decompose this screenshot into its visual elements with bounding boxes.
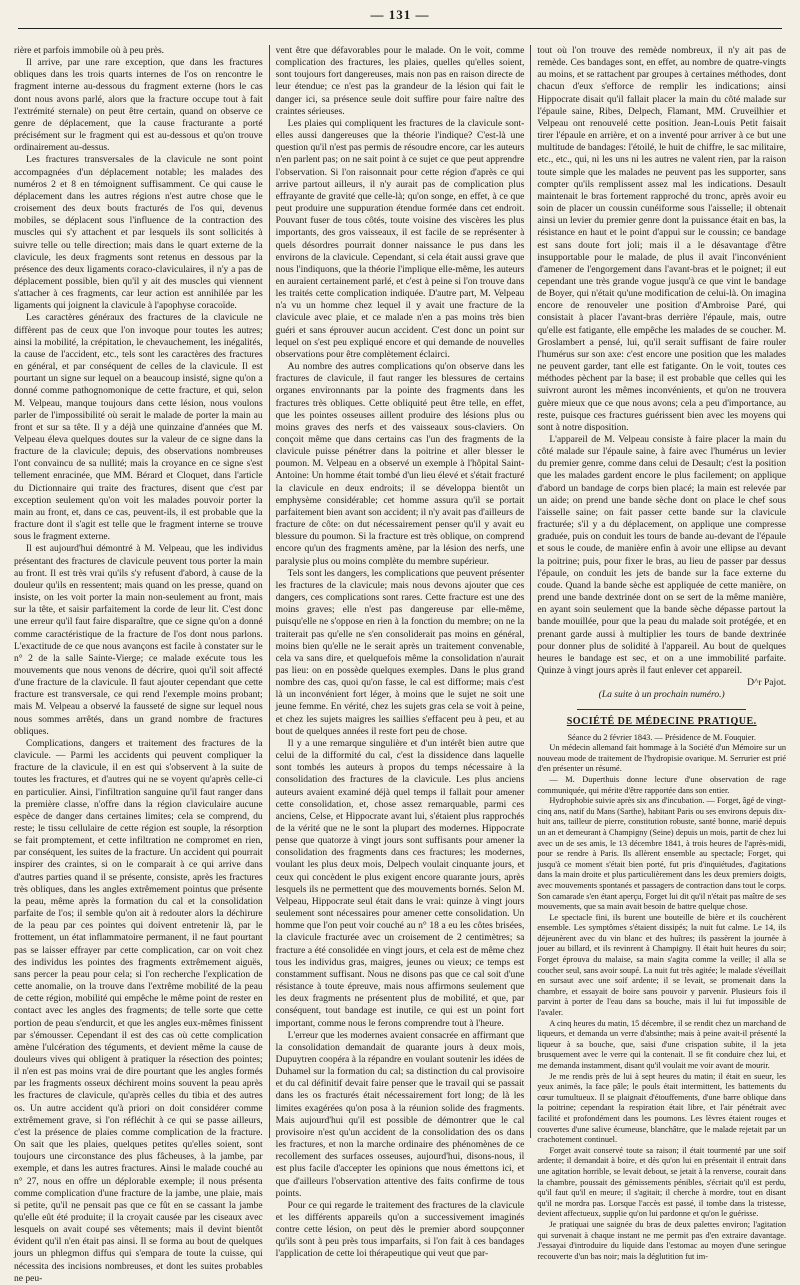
paragraph: Le spectacle fini, ils burent une bouteille de bière et ils couchèrent ensemble. Les symptômes s'étaient dissipés; la nuit fut calme. Le 14, ils déjeunèrent avec du vin blanc et des huîtres; ils passèrent la journée à jouer au billard, et ils revinrent à Champigny. Il était huit heures du soir; Forget éprouva du malaise, sa main s'agita comme la veille; il alla se coucher seul, sans avoir soupé. La nuit fut très agitée; le malade s'éveillait en sursaut avec une soif ardente; il se levait, se promenait dans la chambre, et essayait de boire sans pouvoir y parvenir. Plusieurs fois il parvint à porter de l'eau dans sa bouche, mais il lui fut impossible de l'avaler.: [537, 912, 787, 1018]
paragraph: Il est aujourd'hui démontré à M. Velpeau, que les individus présentant des fractures de clavicule peuvent tous porter la main au front. Il est très vrai qu'ils s'y refusent d'abord, à cause de la douleur qu'ils en ressentent; mais quand on les presse, quand on insiste, on les voit porter la main non-seulement au front, mais sur la tête, et saisir parfaitement la corde de leur lit. C'est donc une erreur qu'il faut faire disparaître, que ce signe qu'on a donné comme caractéristique de la fracture de l'os dont nous parlons. L'exactitude de ce que nous avançons est facile à constater sur le n° 2 de la salle Sainte-Vierge; ce malade exécute tous les mouvements que nous venons de décrire, quoi qu'il soit affecté d'une fracture de la clavicule. Il faut ajouter cependant que cette fracture est transversale, ce qui rend l'exemple moins probant; mais M. Velpeau a observé la fausseté de signe sur lequel nous nous sommes arrêtés, dans un grand nombre de fractures obliques.: [14, 543, 263, 737]
paragraph: Les caractères généraux des fractures de la clavicule ne diffèrent pas de ceux que l'on invoque pour toutes les autres; ainsi la mobilité, la crépitation, le chevauchement, les inégalités, la cause de l'accident, etc., tels sont les caractères des fractures en général, et par conséquent de celles de la clavicule. Il est pourtant un signe sur lequel on a beaucoup insisté, signe qu'on a donné comme pathognomonique de cette fracture, et qui, selon M. Velpeau, manque toujours dans cette lésion, nous voulons parler de l'impossibilité où serait le malade de porter la main au front et sur sa tête. Il y a déjà une quinzaine d'années que M. Velpeau éleva quelques doutes sur la valeur de ce signe dans la fracture de la clavicule; depuis, des observations nombreuses l'ont convaincu de sa nullité; mais la croyance en ce signe s'est tellement enracinée, que MM. Bérard et Cloquet, dans l'article du Dictionnaire qui traite des fractures, disent que c'est par exception seulement qu'on voit les malades pouvoir porter la main au front, et, dans ce cas, peuvent-ils, il est probable que la fracture dont il s'agit est telle que le fragment interne se trouve sous le fragment externe.: [14, 312, 263, 543]
paragraph: Les fractures transversales de la clavicule ne sont point accompagnées d'un déplacement notable; les malades des numéros 2 et 8 en témoignent suffisamment. Ce qui cause le déplacement dans les autres régions n'est autre chose que le croisement des deux bouts fracturés de l'os qui, devenus mobiles, se déplacent sous l'influence de la contraction des muscles qui s'y attachent et par lesquels ils sont sollicités à suivre telle ou telle direction; mais dans le quart externe de la clavicule, les deux fragments sont retenus en dessous par la présence des deux ligaments coraco-claviculaires, il n'y a pas de déplacement possible, bien qu'il y ait des muscles qui viennent s'attacher à ces fragments, car leur action est annihilée par les ligaments qui joignent la clavicule à l'apophyse coracoïde.: [14, 154, 263, 312]
paragraph: L'erreur que les modernes avaient consacrée en affirmant que la consolidation demandait de quarante jours à deux mois, Dupuytren coopéra à la répandre en voulant soutenir les idées de Duhamel sur la formation du cal; sa distinction du cal provisoire et du cal définitif devait faire penser que le travail qui se passait dans les os fracturés était nécessairement fort long; de là les limites exagérées qu'on posa à la réunion solide des fragments. Mais aujourd'hui qu'il est possible de démontrer que le cal provisoire n'est qu'un accident de la consolidation des os dans les fractures, et non la marche ordinaire des phénomènes de ce recollement des surfaces osseuses, aujourd'hui, disons-nous, il est plus facile d'accepter les opinions que nous émettons ici, et que d'ailleurs l'observation attentive des faits confirme de tous points.: [275, 1029, 525, 1199]
paragraph: vent être que défavorables pour le malade. On le voit, comme complication des fractures, les plaies, quelles qu'elles soient, sont toujours fort dangereuses, mais non pas en raison directe de leur étendue; ce n'est pas la grandeur de la lésion qui fait le danger ici, sa présence seule doit suffire pour faire naître des craintes sérieuses.: [275, 45, 525, 117]
continuation-note: (La suite à un prochain numéro.): [598, 689, 725, 701]
paragraph: Au nombre des autres complications qu'on observe dans les fractures de clavicule, il faut ranger les blessures de certains organes environnants par la pointe des fragments dans les fractures très obliques. Cette obliquité peut être telle, en effet, que les pointes osseuses aillent produire des lésions plus ou moins graves des nerfs et des vaisseaux sous-claviers. On conçoit même que dans certains cas l'un des fragments de la clavicule puisse pénétrer dans la poitrine et aller blesser le poumon. M. Velpeau en a observé un exemple à l'hôpital Saint-Antoine: Un homme était tombé d'un lieu élevé et s'était fracturé la clavicule en deux endroits; il se développa bientôt un emphysème considérable; cet homme assura qu'il se portait parfaitement bien avant son accident; il n'y avait pas d'ailleurs de fracture de côte: on dut nécessairement penser qu'il y avait eu blessure du poumon. Si la fracture est très oblique, on comprend encore qu'un des fragments amène, par la lésion des nerfs, une paralysie plus ou moins complète du membre supérieur.: [275, 361, 525, 567]
paragraph: Complications, dangers et traitement des fractures de la clavicule. — Parmi les accidents qui peuvent compliquer la fracture de la clavicule, il en est qui s'observent à la suite de toutes les fractures, et d'autres qui ne se voyent qu'après celle-ci en particulier. Ainsi, l'infiltration sanguine qu'il faut ranger dans la première classe, n'offre dans la région claviculaire aucune espèce de danger dans certaines limites; cela se comprend, du reste; le tissu cellulaire de cette région est souple, la résorption se fait promptement, et cette infiltration ne compromet en rien, par conséquent, les suites de la fracture. Un accident qui pourrait inspirer des craintes, si on le comparait à ce qui arrive dans d'autres parties quand il se présente, consiste, après les fractures très obliques, dans les angles extrêmement pointus que présente la peau, même après la formation du cal et la consolidation parfaite de l'os; il semble qu'on ait à redouter alors la déchirure de la peau par ces pointes qui doivent entretenir là, par le frottement, un état inflammatoire permanent, il ne faut pourtant pas se laisser effrayer par cette complication, car on voit chez des individus les pointes des fragments extrêmement aiguës, sans percer la peau pour cela; si l'on recherche l'explication de cette anomalie, on la trouve dans l'extrême mobilité de la peau de cette région, mobilité qui empêche le même point de rester en contact avec les angles des fragments; de telle sorte que cette portion de peau s'endurcit, et que les angles eux-mêmes finissent par s'émousser. Cependant il est des cas où cette complication amène l'ulcération des téguments, et devient même la cause de douleurs vives qui obligent à pratiquer la résection des pointes; il n'en est pas moins vrai de dire pourtant que les angles formés par les fragments osseux déchirent moins souvent la peau après les fractures de clavicule, qu'après celles du tibia et des autres os. Un autre accident qu'à priori on doit considérer comme extrêmement grave, si l'on réfléchit à ce qui se passe ailleurs, c'est la présence de plaies comme complication de la fracture. On sait que les plaies, quelques petites qu'elles soient, sont toujours une circonstance des plus fâcheuses, à la jambe, par exemple, et dans les autres fractures. Ainsi le malade couché au n° 27, nous en offre un déplorable exemple; il nous présenta comme complication d'une fracture de la jambe, une plaie, mais si petite, qu'il ne pensait pas que ce fût en se cassant la jambe qu'elle eût été produite; il la croyait causée par les ciseaux avec lesquels on avait coupé ses vêtements; mais il devint bientôt évident qu'il n'en était pas ainsi. Il se forma au bout de quelques jours un phlegmon diffus qui s'empara de toute la cuisse, qui nécessita des incisions nombreuses, et dont les suites probables ne peu-: [14, 737, 263, 1284]
paragraph: — M. Duperthuis donne lecture d'une observation de rage communiquée, qui mérite d'être rapportée dans son entier.: [537, 774, 787, 795]
paragraph: Les plaies qui compliquent les fractures de la clavicule sont-elles aussi dangereuses que la théorie l'indique? C'est-là une question qu'il n'est pas permis de résoudre encore, car les auteurs n'en parlent pas; on ne sait point à ce sujet ce que peut apprendre l'observation. Si l'on raisonnait pour cette région d'après ce qui arrive partout ailleurs, il n'y aurait pas de complication plus effrayante de gravité que celle-là; qu'on songe, en effet, à ce que peut produire une suppuration étendue formée dans cet endroit. Pouvant fuser de tous côtés, toute voisine des viscères les plus importants, des gros vaisseaux, il est facile de se représenter à quels désordres pourrait donner naissance le pus dans les environs de la clavicule. Cependant, si cela était aussi grave que nous l'indiquons, que la théorie l'implique elle-même, les auteurs en auraient certainement parlé, et c'est à peine si l'on trouve dans les traités cette complication indiquée. D'autre part, M. Velpeau n'a vu un homme chez lequel il y avait une fracture de la clavicule avec plaie, et ce malade n'en a pas moins très bien guéri et sans éprouver aucun accident. C'est donc un point sur lequel on s'est peu expliqué encore et qui demande de nouvelles observations pour être complètement éclairci.: [275, 117, 525, 360]
paragraph: tout où l'on trouve des remède nombreux, il n'y ait pas de remède. Ces bandages sont, en effet, au nombre de quatre-vingts au moins, et se rattachent par groupes à certaines méthodes, dont chacun d'eux s'efforce de remplir les indications; ainsi Hippocrate disait qu'il fallait placer la main du côté malade sur l'épaule saine, Ribes, Delpech, Flamant, MM. Cruveilhier et Velpeau ont renouvelé cette position. Jean-Louis Petit faisait tirer l'épaule en arrière, et on a inventé pour arriver à ce but une multitude de bandages: l'étoilé, le huit de chiffre, le sac militaire, etc., etc., qui, ni les uns ni les autres ne valent rien, par la raison toute simple que les malades ne peuvent pas les supporter, sans compter qu'ils remplissent assez mal les indications. Desault maintenait le bras fortement rapproché du tronc, après avoir eu soin de placer un coussin cunéiforme sous l'aisselle; il obtenait ainsi un levier du premier genre dont la puissance était en bas, la résistance en haut et le point d'appui sur le coussin; ce bandage est sans doute fort joli; mais il a le désavantage d'être insupportable pour le malade, de plus il avait l'inconvénient d'amener de l'engorgement dans l'avant-bras et le poignet; il eut cependant une très grande vogue jusqu'à ce que vint le bandage de Boyer, qui n'était qu'une modification de celui-là. On imagina encore de renouveler une position d'Ambroise Paré, qui consistait à placer l'avant-bras derrière l'épaule, mais, outre qu'elle est fatigante, elle empêche les malades de se coucher. M. Groslambert a pensé, lui, qu'il serait suffisant de faire rouler l'humérus sur son axe: c'est encore une position que les malades ne peuvent garder, tant elle est fatigante. On le voit, toutes ces méthodes pèchent par la base; il est probable que celles qui les suivront auront les mêmes inconvénients, et qu'on ne trouvera guère mieux que ce que nous avons; cela a peu d'importance, au reste, puisque ces fractures guérissent bien avec les moyens qui sont à notre disposition.: [537, 45, 787, 433]
paragraph: Il arrive, par une rare exception, que dans les fractures obliques dans les trois quarts internes de l'os on rencontre le fragment interne au-dessous du fragment externe (hors le cas dont nous avons parlé, alors que la fracture occupe tout à fait l'extrémité sternale) on peut être certain, quand on observe ce genre de déplacement, que la cause fracturante a porté précisément sur le fragment qui est au-dessous et qu'on trouve ordinairement au-dessus.: [14, 57, 263, 154]
paragraph: Il y a une remarque singulière et d'un intérêt bien autre que celui de la difformité du cal, c'est la dissidence dans laquelle sont tombés les auteurs à propos du temps nécessaire à la consolidation des fractures de la clavicule. Les plus anciens auteurs avaient examiné déjà quel temps il fallait pour amener cette consolidation, et, chose assez remarquable, parmi ces anciens, Celse, et Hippocrate avant lui, s'étaient plus rapprochés de la vérité que ne le sont la plupart des modernes. Hippocrate pense que quatorze à vingt jours sont suffisants pour amener la consolidation des fragments dans ces fractures; les modernes, voulant les plus deux mois, Delpech voulait cinquante jours, et ceux qui concèdent le plus exigent encore quarante jours, après lesquels ils ne permettent que des mouvements bornés. Selon M. Velpeau, Hippocrate seul était dans le vrai: quinze à vingt jours seulement sont nécessaires pour amener cette consolidation. Un homme que l'on peut voir couché au n° 18 a eu les côtes brisées, la clavicule fracturée avec un croisement de 2 centimètres; sa fracture a été consolidée en vingt jours, et cela est de même chez tous les individus gras, maigres, jeunes ou vieux; ce temps est constamment suffisant. Nous ne disons pas que ce cal soit d'une résistance à toute épreuve, mais nous affirmons seulement que les deux fragments ne présentent plus de mobilité, et que, par conséquent, tout bandage est inutile, ce qui est un point fort important, comme nous le ferons comprendre tout à l'heure.: [275, 737, 525, 1029]
page-header: [10, 0, 790, 42]
column-3: [530, 45, 792, 1261]
column-2: [269, 45, 531, 1260]
page-number: — 131 —: [370, 7, 430, 22]
paragraph: rière et parfois immobile où à peu près.: [14, 45, 165, 56]
paragraph: Tels sont les dangers, les complications que peuvent présenter les fractures de la clavicule; mais nous devons ajouter que ces dangers, ces complications sont rares. Cette fracture est une des moins graves; elle n'est pas dangereuse par elle-même, puisqu'elle ne s'oppose en rien à la fonction du membre; on ne la traiterait pas qu'elle ne s'en consoliderait pas moins en général, moins bien qu'elle ne le serait après un traitement convenable, cela va sans dire, et quelquefois même la consolidation n'aurait pas lieu: on en possède quelques exemples. Dans le plus grand nombre des cas, quoi qu'on fasse, le cal est difforme; mais c'est là un inconvénient fort léger, à moins que le sujet ne soit une jeune femme. En vérité, chez les sujets gras cela se voit à peine, et chez les sujets maigres les saillies s'effacent peu à peu, et au bout de quelques années il reste fort peu de chose.: [275, 567, 525, 737]
session-line: Séance du 2 février 1843. — Présidence de M. Fouquier.: [567, 732, 756, 742]
paragraph: Je me rendis près de lui à sept heures du matin; il était en sueur, les yeux animés, la face pâle; le pouls était intermittent, les battements du cœur tumultueux. Il se plaignait d'étouffements, d'une barre oblique dans la poitrine; cependant la respiration était libre, et l'air pénétrait avec facilité et profondément dans les poumons. Les lèvres étaient rouges et couvertes d'une salive écumeuse, blanchâtre, que le malade rejetait par un crachotement continuel.: [537, 1071, 787, 1145]
paragraph: Un médecin allemand fait hommage à la Société d'un Mémoire sur un nouveau mode de traitement de l'hydropisie ovarique. M. Serrurier est prié d'en présenter un résumé.: [537, 743, 787, 774]
author-signature: D^r Pajot.: [747, 677, 787, 689]
header-rule: [18, 28, 782, 29]
paragraph: L'appareil de M. Velpeau consiste à faire placer la main du côté malade sur l'épaule saine, à faire avec l'humérus un levier du premier genre, comme dans celui de Desault; c'est la position que les malades gardent encore le plus facilement; on applique d'abord un bandage de corps bien placé; la main est relevée par un aide; on prend une bande sèche dont on place le chef sous l'aisselle saine; on fait passer cette bande sur la clavicule fracturée; s'il y a du déplacement, on applique une compresse graduée, puis on conduit les tours de bande au-devant de l'épaule et sous le coude, de manière enfin à avoir une ellipse au devant la poitrine; puis, pour fixer le bras, au lieu de passer par dessus l'épaule, on conduit les jets de bande sur la face externe du coude. Quand la bande sèche est appliquée de cette manière, on prend une bande dextrinée dont on se sert de la même manière, en ayant soin seulement que la bande sèche dépasse partout la bande mouillée, pour que la peau du malade soit protégée, et en prenant garde aussi à multiplier les tours de bande dextrinée pour donner plus de solidité à l'appareil. Au bout de quelques heures le bandage est sec, et on a une immobilité parfaite. Quinze à vingt jours après il faut enlever cet appareil.: [537, 434, 787, 676]
section-divider: [577, 709, 746, 710]
paragraph: Hydrophobie suivie après six ans d'incubation. — Forget, âgé de vingt-cinq ans, natif du Mans (Sarthe), habitant Paris ou ses environs depuis dix-huit ans, tailleur de pierre, constitution robuste, santé bonne, marié depuis un an et demeurant à Champigny (Seine) depuis un mois, partit de chez lui avec un de ses amis, le 13 décembre 1841, à trois heures de l'après-midi, pour se rendre à Paris. Ils allèrent ensemble au spectacle; Forget, qui jusqu'à ce moment s'était bien porté, fut pris d'inquiétudes, d'agitations dans la main droite et plus particulièrement dans les deux premiers doigts, avec mouvements spontanés et passagers de contraction dans tout le corps. Son camarade s'en étant aperçu, Forget lui dit qu'il n'était pas maître de ses mouvements, que sa main avait besoin de battre quelque chose.: [537, 796, 787, 912]
text-columns: [8, 45, 792, 1284]
paragraph: A cinq heures du matin, 15 décembre, il se rendit chez un marchand de liqueurs, et demanda un verre d'absinthe; mais à peine avait-il présenté la liqueur à sa bouche, que, saisi d'une crispation subite, il la jeta brusquement avec le verre qui la contenait. Il se fit conduire chez lui, et me demanda instamment, disant qu'il voulait me voir avant de mourir.: [537, 1018, 787, 1070]
section-title: SOCIÉTÉ DE MÉDECINE PRATIQUE.: [566, 716, 757, 728]
paragraph: Pour ce qui regarde le traitement des fractures de la clavicule et les différents appareils qu'on a successivement imaginés contre cette lésion, on peut dès le premier abord soupçonner qu'ils sont à peu près tous imparfaits, si l'on fait à ces bandages l'application de cette loi thérapeutique qui veut que par-: [275, 1199, 525, 1260]
paragraph: Forget avait conservé toute sa raison; il était tourmenté par une soif ardente; il demandait à boire, et dès qu'on lui en présentait il entrait dans une agitation horrible, se levait debout, se jetait à la renverse, courait dans la chambre, poussait des gémissements pénibles, s'écriait qu'il est perdu, qu'il faut qu'il en meure; il s'agitait; il cherche à mordre, tout en disant qu'il ne mordra pas. Lorsque l'accès est passé, il tombe dans la tristesse, devient affectueux, supplie qu'on lui pardonne et qu'on le guérisse.: [537, 1145, 787, 1219]
paragraph: Je pratiquai une saignée du bras de deux palettes environ; l'agitation qui survenait à chaque instant ne me permit pas d'en extraire davantage. J'essayai d'introduire du liquide dans l'estomac au moyen d'une seringue recouverte d'un bas noir; mais la déglutition fut im-: [537, 1219, 787, 1261]
column-1: [8, 45, 269, 1284]
